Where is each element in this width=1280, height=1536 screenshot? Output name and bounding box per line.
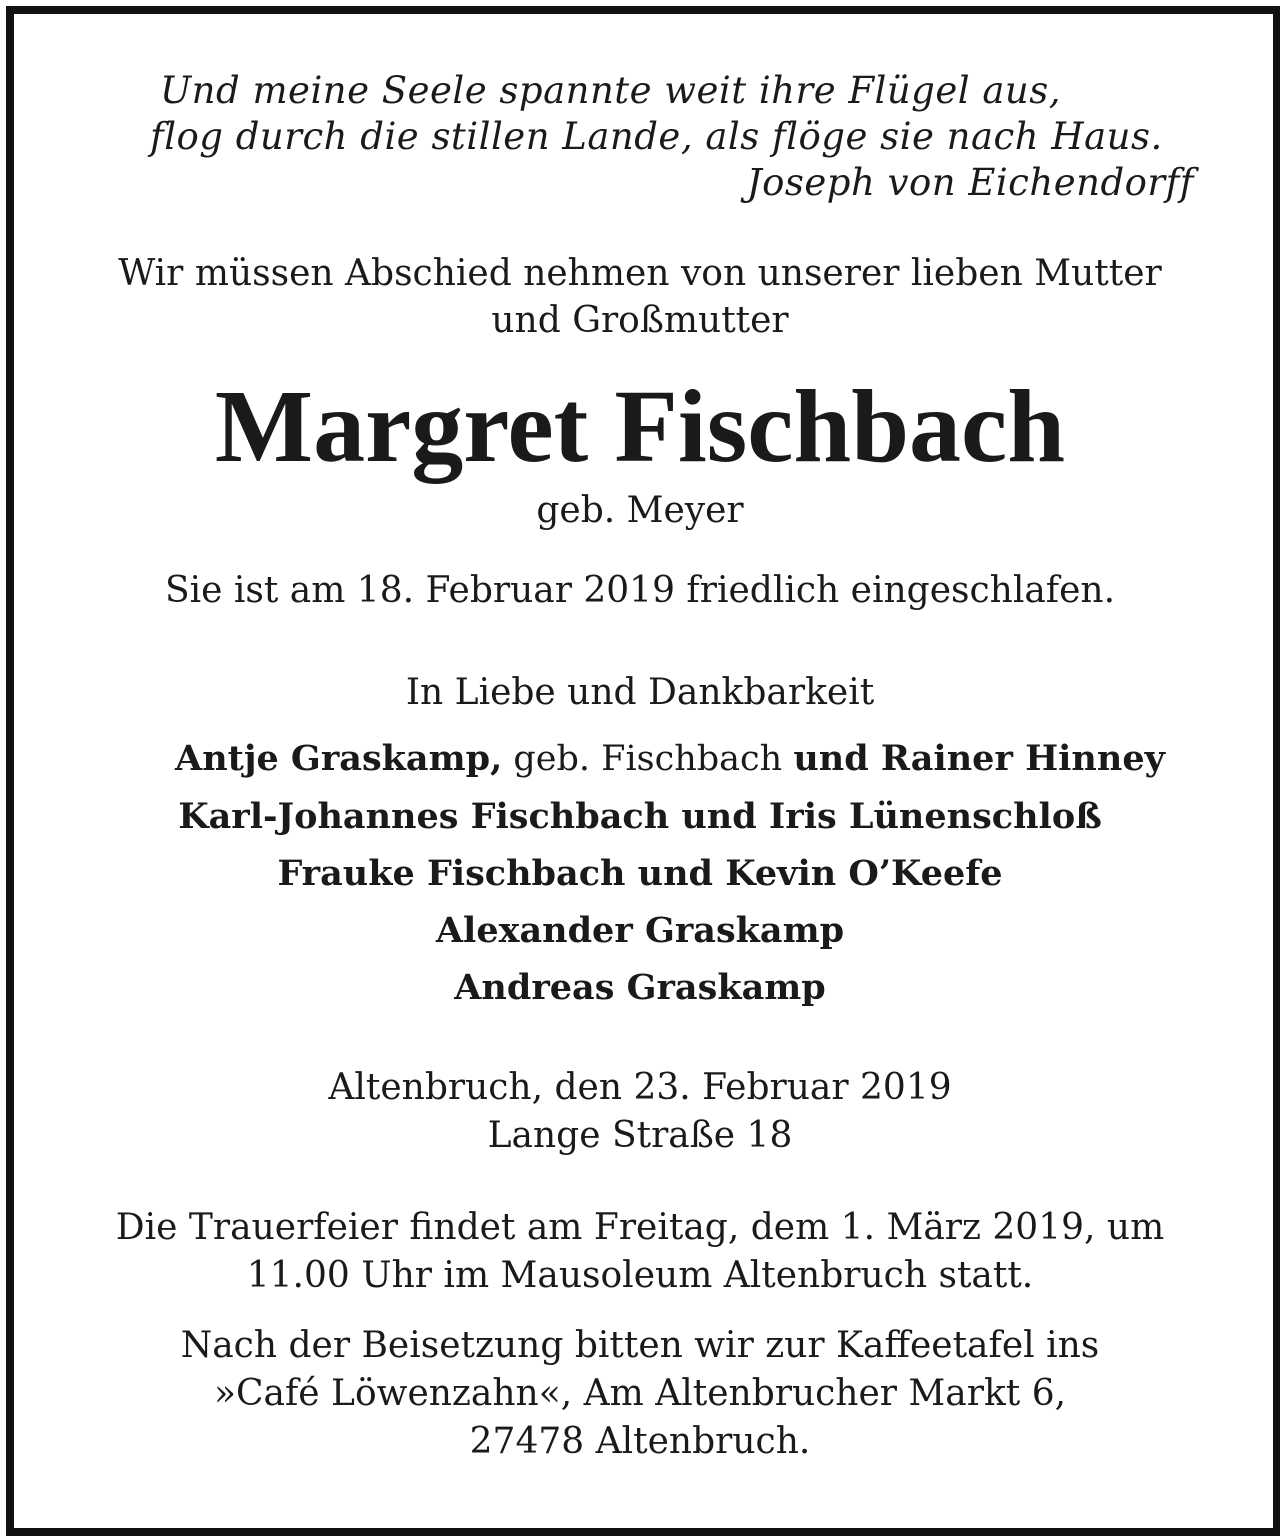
- place-and-date: [0, 1064, 1280, 1160]
- funeral-line-2: 11.00 Uhr im Mausoleum Altenbruch statt.: [246, 1255, 1034, 1296]
- deceased-name: Margret Fischbach: [214, 369, 1066, 484]
- mourner-row-5: Andreas Graskamp: [454, 967, 826, 1008]
- maiden-name: geb. Meyer: [536, 490, 744, 531]
- coffee-line-1: Nach der Beisetzung bitten wir zur Kaffeetafel ins: [180, 1325, 1100, 1366]
- mourner-partner: und Rainer Hinney: [793, 738, 1165, 779]
- mourners-list: [0, 730, 1280, 1016]
- mourner-name: Antje Graskamp,: [175, 738, 503, 779]
- poem-line-1: Und meine Seele spannte weit ihre Flügel aus,: [160, 69, 1061, 112]
- poem-quote: [150, 68, 1194, 206]
- death-notice: Sie ist am 18. Februar 2019 friedlich eingeschlafen.: [164, 570, 1116, 611]
- mourner-row-2: Karl-Johannes Fischbach und Iris Lünenschloß: [178, 796, 1102, 837]
- address-line: Lange Straße 18: [487, 1115, 793, 1156]
- mourner-row-1: [0, 730, 1280, 788]
- farewell-intro: [0, 250, 1280, 344]
- intro-line-1: Wir müssen Abschied nehmen von unserer lieben Mutter: [118, 253, 1162, 294]
- funeral-notice: [0, 1204, 1280, 1300]
- place-date-line: Altenbruch, den 23. Februar 2019: [328, 1067, 952, 1108]
- coffee-line-3: 27478 Altenbruch.: [469, 1421, 811, 1462]
- funeral-line-1: Die Trauerfeier findet am Freitag, dem 1. März 2019, um: [115, 1207, 1165, 1248]
- mourner-row-4: Alexander Graskamp: [435, 910, 845, 951]
- coffee-invitation: [0, 1322, 1280, 1466]
- mourner-row-3: Frauke Fischbach und Kevin O’Keefe: [277, 853, 1003, 894]
- poem-author: Joseph von Eichendorff: [746, 161, 1194, 204]
- poem-line-2: flog durch die stillen Lande, als flöge sie nach Haus.: [150, 115, 1163, 158]
- coffee-line-2: »Café Löwenzahn«, Am Altenbrucher Markt 6,: [213, 1373, 1067, 1414]
- closing-phrase: In Liebe und Dankbarkeit: [405, 672, 875, 713]
- intro-line-2: und Großmutter: [491, 300, 789, 341]
- mourner-birth-name: geb. Fischbach: [502, 739, 794, 779]
